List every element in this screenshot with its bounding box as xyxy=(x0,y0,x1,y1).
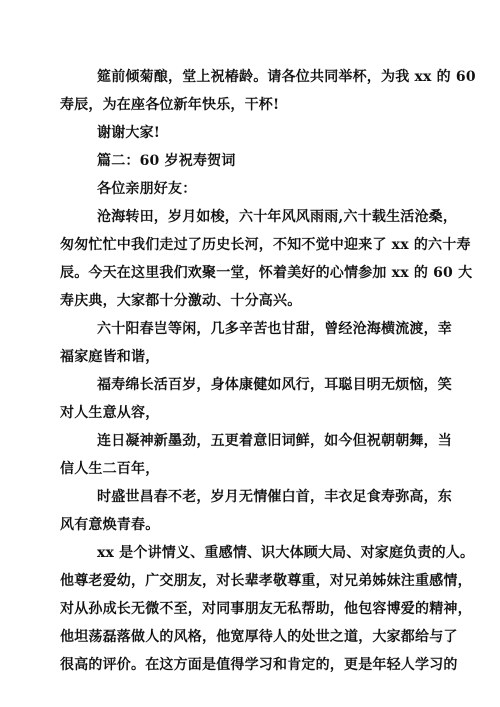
greeting-line: 各位亲朋好友： xyxy=(97,181,197,197)
text-line-8: 辰。今天在这里我们欢聚一堂，怀着美好的心情参加 xx 的 60 大 xyxy=(60,265,473,281)
text-line-13: 对人生意从容， xyxy=(60,405,160,421)
text-line-17: 风有意焕青春。 xyxy=(60,517,160,533)
text-line-16: 时盛世昌春不老，岁月无情催白首，丰衣足食寿弥高，东 xyxy=(97,489,452,505)
text-line-12: 福寿绵长活百岁，身体康健如风行，耳聪目明无烦恼，笑 xyxy=(97,377,452,393)
text-line-1: 筵前倾菊酿，堂上祝椿龄。请各位共同举杯，为我 xx 的 60 xyxy=(97,69,476,85)
text-line-7: 匆匆忙忙中我们走过了历史长河，不知不觉中迎来了 xx 的六十寿 xyxy=(60,237,471,253)
text-line-3: 谢谢大家! xyxy=(97,125,161,141)
text-line-11: 福家庭皆和谐， xyxy=(60,349,160,365)
text-line-21: 他坦荡磊落做人的风格，他宽厚待人的处世之道，大家都给与了 xyxy=(60,629,458,645)
text-line-10: 六十阳春岂等闲，几多辛苦也甘甜，曾经沧海横流渡，幸 xyxy=(97,321,452,337)
text-line-14: 连日凝神新墨劲，五更着意旧词鲜，如今但祝朝朝舞，当 xyxy=(97,433,452,449)
text-line-22: 很高的评价。在这方面是值得学习和肯定的，更是年轻人学习的 xyxy=(60,657,458,673)
text-line-19: 他尊老爱幼，广交朋友，对长辈孝敬尊重，对兄弟姊妹注重感情， xyxy=(60,573,472,589)
text-line-15: 信人生二百年， xyxy=(60,461,160,477)
section-heading: 篇二：60 岁祝寿贺词 xyxy=(97,153,236,169)
text-line-18: xx 是个讲情义、重感情、识大体顾大局、对家庭负责的人。 xyxy=(97,545,475,561)
text-line-2: 寿辰，为在座各位新年快乐，干杯! xyxy=(60,97,280,113)
text-line-6: 沧海转田，岁月如梭，六十年风风雨雨,六十载生活沧桑， xyxy=(97,209,458,225)
text-line-9: 寿庆典，大家都十分激动、十分高兴。 xyxy=(60,293,302,309)
text-line-20: 对从孙成长无微不至，对同事朋友无私帮助，他包容博爱的精神， xyxy=(60,601,472,617)
